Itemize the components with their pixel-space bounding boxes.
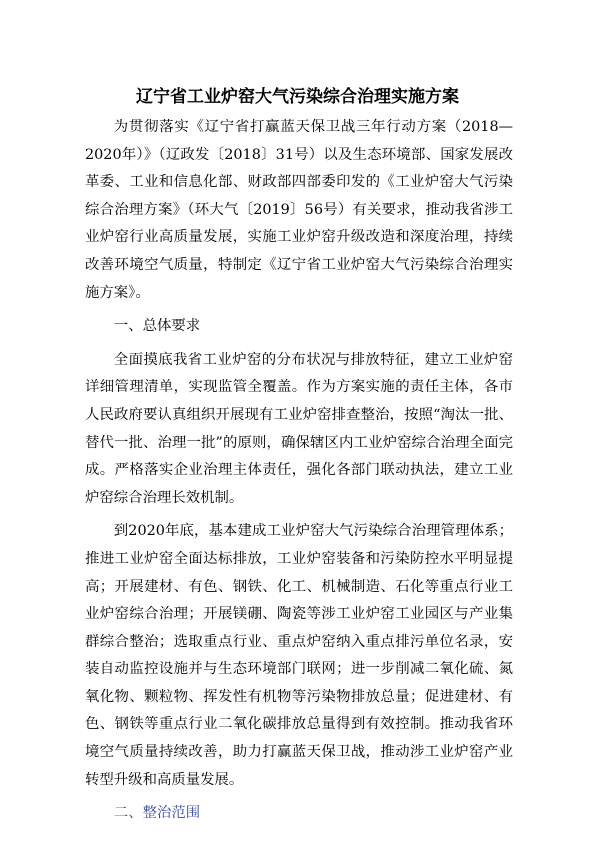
document-body: [85, 114, 513, 828]
section-1-heading: 一、总体要求: [113, 318, 201, 335]
intro-paragraph: 为贯彻落实《辽宁省打赢蓝天保卫战三年行动方案（2018—2020年）》（辽政发〔2018〕31号）以及生态环境部、国家发展改革委、工业和信息化部、财政部四部委印发的《工业炉窑大气污染综合治理方案》（环大气〔2019〕56号）有关要求，推动我省涉工业炉窑行业高质量发展，实施工业炉窑升级改造和深度治理，持续改善环境空气质量，特制定《辽宁省工业炉窑大气污染综合治理实施方案》。: [85, 119, 513, 301]
section-2-heading[interactable]: 二、整治范围: [113, 805, 201, 822]
document-title: 辽宁省工业炉窑大气污染综合治理实施方案: [136, 87, 459, 107]
section-1-paragraph-1: 全面摸底我省工业炉窑的分布状况与排放特征，建立工业炉窑详细管理清单，实现监管全覆盖。作为方案实施的责任主体，各市人民政府要认真组织开展现有工业炉窑排查整治，按照“淘汰一批、替代一批、治理一批”的原则，确保辖区内工业炉窑综合治理全面完成。严格落实企业治理主体责任，强化各部门联动执法，建立工业炉窑综合治理长效机制。: [85, 351, 513, 506]
section-1-paragraph-2: 到2020年底，基本建成工业炉窑大气污染综合治理管理体系；推进工业炉窑全面达标排放，工业炉窑装备和污染防控水平明显提高；开展建材、有色、钢铁、化工、机械制造、石化等重点行业工业炉窑综合治理；开展镁硼、陶瓷等涉工业炉窑工业园区与产业集群综合整治；选取重点行业、重点炉窑纳入重点排污单位名录，安装自动监控设施并与生态环境部门联网；进一步削减二氧化硫、氮氧化物、颗粒物、挥发性有机物等污染物排放总量；促进建材、有色、钢铁等重点行业二氧化碳排放总量得到有效控制。推动我省环境空气质量持续改善，助力打赢蓝天保卫战，推动涉工业炉窑产业转型升级和高质量发展。: [85, 523, 513, 788]
